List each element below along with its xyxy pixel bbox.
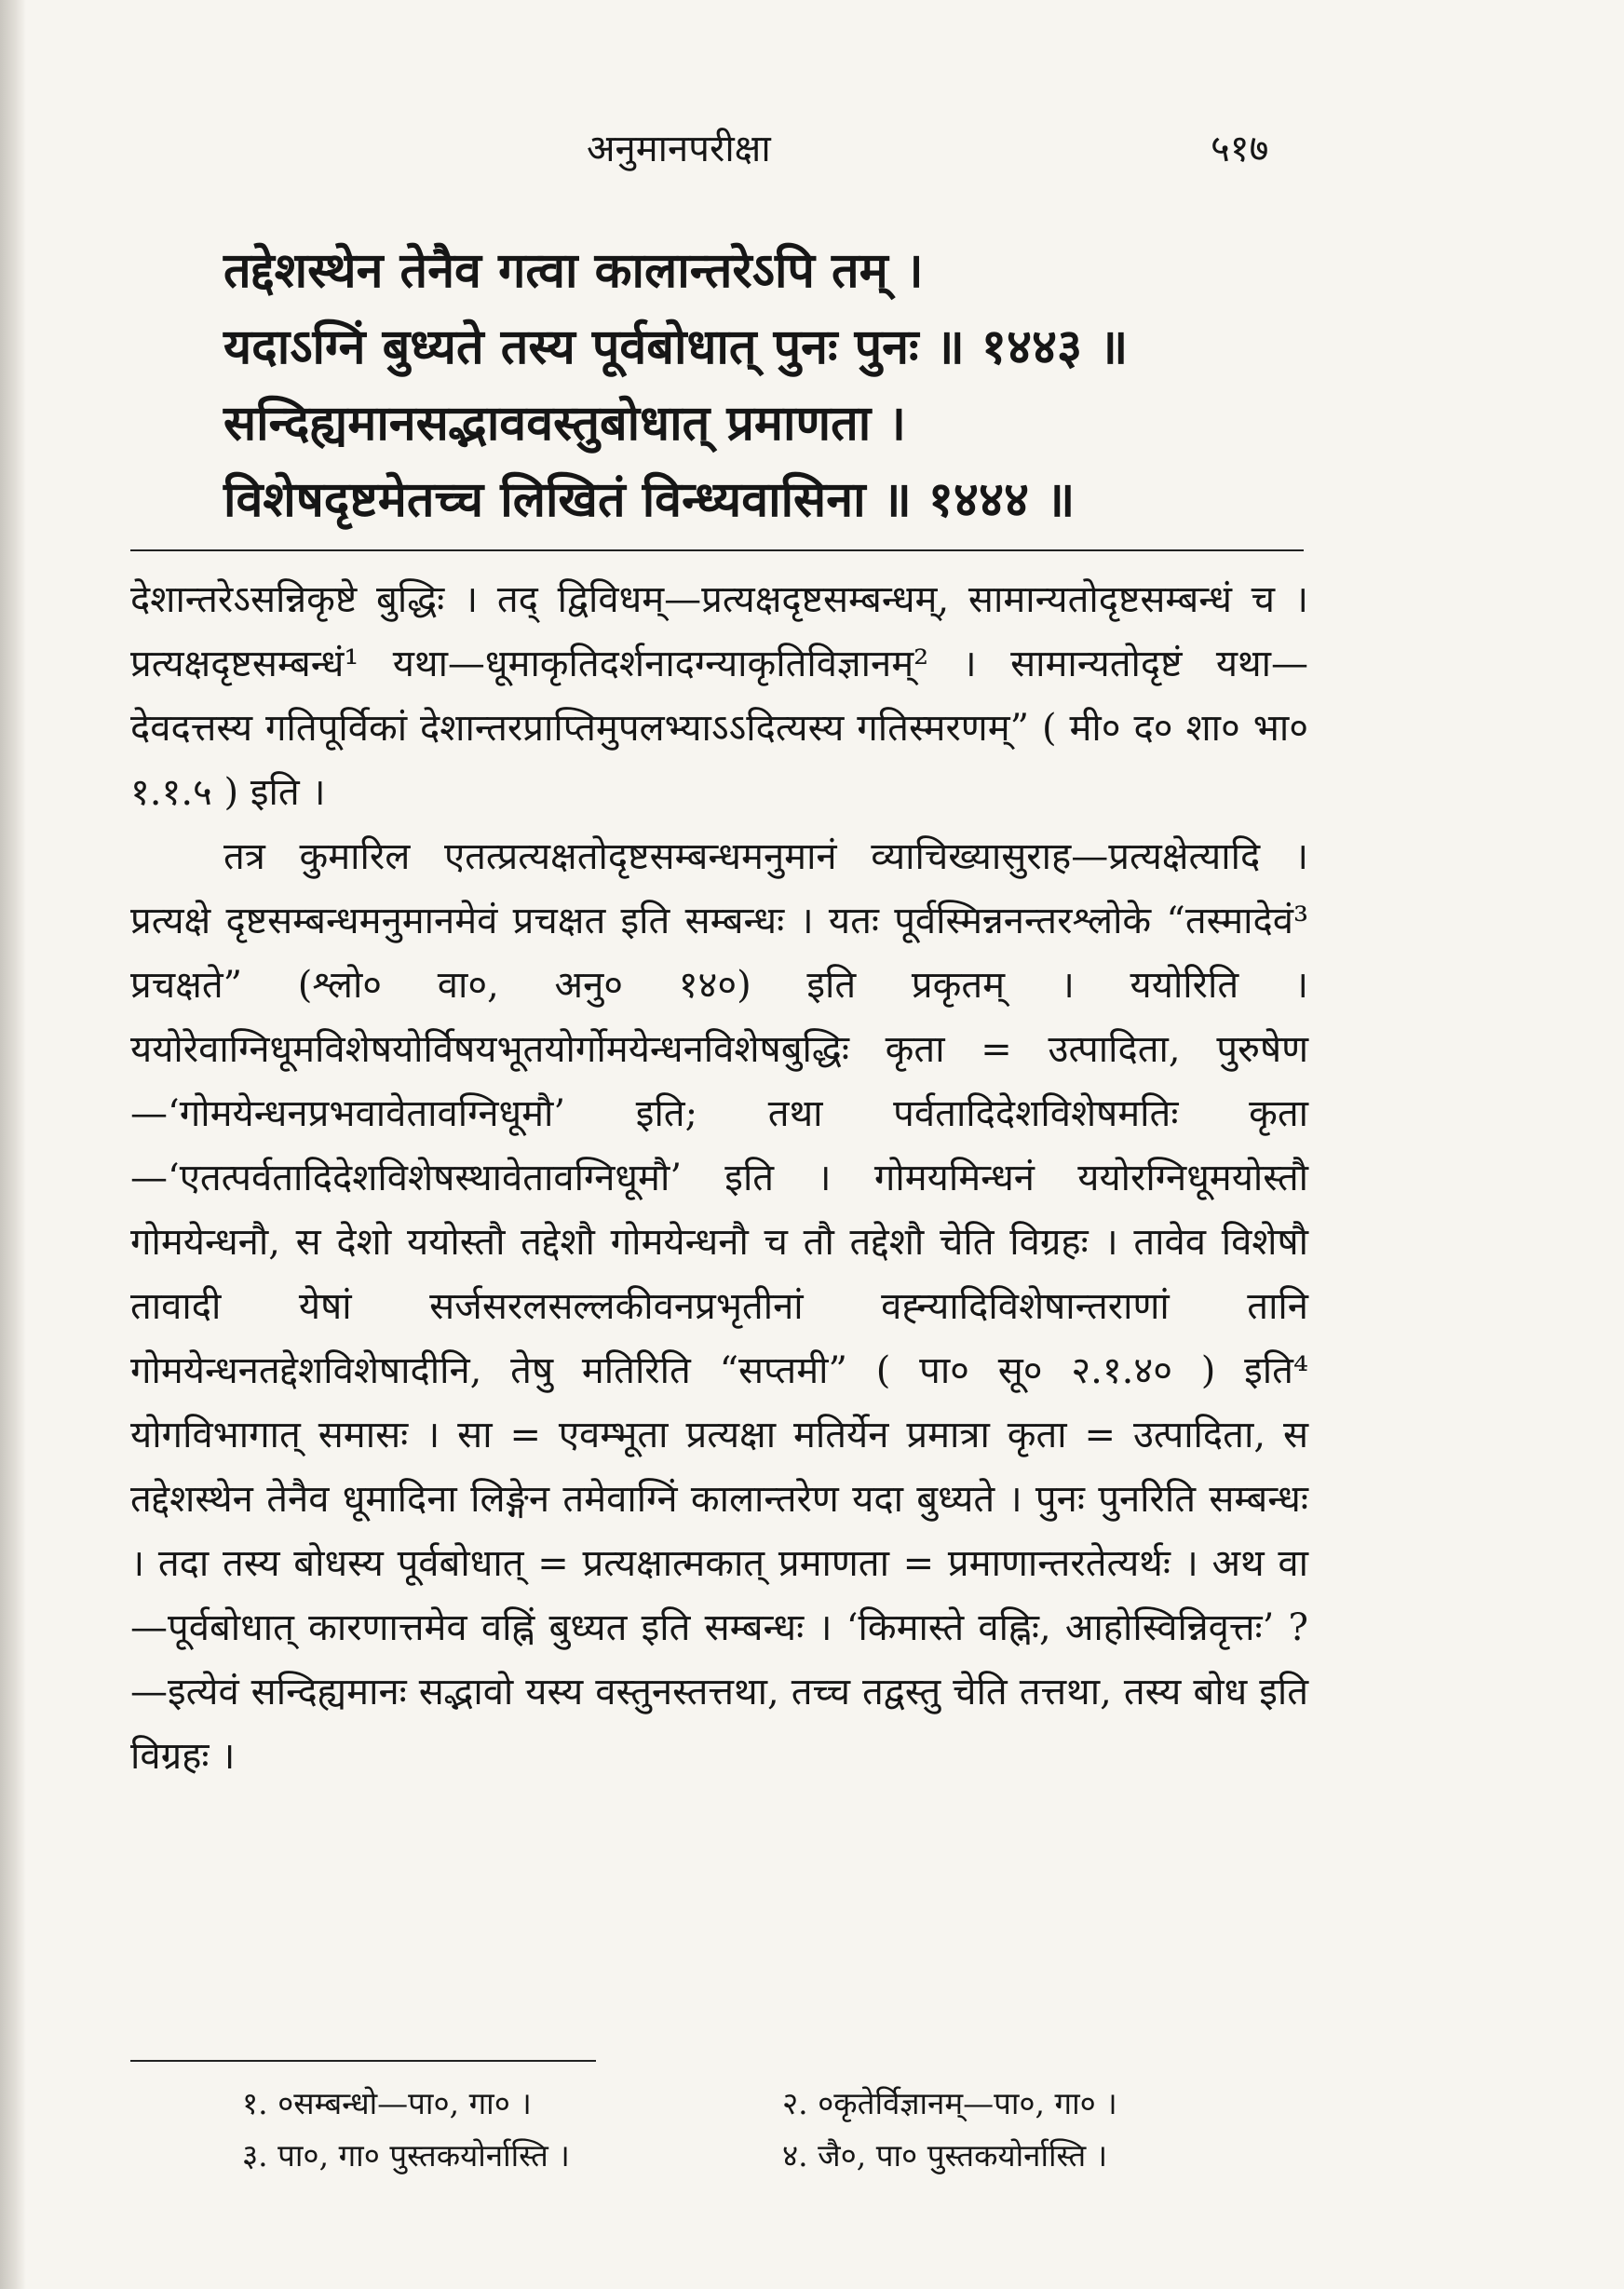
verse-line: विशेषदृष्टमेतच्च लिखितं विन्ध्यवासिना ॥ १४४४ ॥ — [223, 471, 1076, 528]
page-number: ५१७ — [1211, 128, 1269, 170]
running-title: अनुमानपरीक्षा — [587, 128, 771, 170]
footnote-2: २. ०कृतेर्विज्ञानम्—पा०, गा० । — [782, 2085, 1117, 2121]
footnote-row — [130, 2081, 1322, 2133]
footnotes — [130, 2081, 1322, 2186]
footnote-rule — [130, 2060, 596, 2062]
running-head — [130, 121, 1322, 177]
footnote-1: १. ०सम्बन्धो—पा०, गा० । — [242, 2085, 532, 2121]
verse-line: यदाऽग्निं बुध्यते तस्य पूर्वबोधात् पुनः पुनः ॥ १४४३ ॥ — [223, 318, 1129, 375]
verse-line: तद्देशस्थेन तेनैव गत्वा कालान्तरेऽपि तम् । — [223, 242, 924, 299]
commentary-paragraph: तत्र कुमारिल एतत्प्रत्यक्षतोदृष्टसम्बन्धमनुमानं व्याचिख्यासुराह—प्रत्यक्षेत्यादि । प्रत्यक्षे दृष्टसम्बन्धमनुमानमेवं प्रचक्षत इति सम्बन्धः । यतः पूर्वस्मिन्ननन्तरश्लोके “तस्मादेवं³ प्रचक्षते” (श्लो० वा०, अनु० १४०) इति प्रकृतम् । ययोरिति । ययोरेवाग्निधूमविशेषयोर्विषयभूतयोर्गोमयेन्धनविशेषबुद्धिः कृता = उत्पादिता, पुरुषेण—‘गोमयेन्धनप्रभवावेतावग्निधूमौ’ इति; तथा पर्वतादिदेशविशेषमतिः कृता—‘एतत्पर्वतादिदेशविशेषस्थावेतावग्निधूमौ’ इति । गोमयमिन्धनं ययोरग्निधूमयोस्तौ गोमयेन्धनौ, स देशो ययोस्तौ तद्देशौ गोमयेन्धनौ च तौ तद्देशौ चेति विग्रहः । तावेव विशेषौ तावादी येषां सर्जसरलसल्लकीवनप्रभृतीनां वह्न्यादिविशेषान्तराणां तानि गोमयेन्धनतद्देशविशेषादीनि, तेषु मतिरिति “सप्तमी” ( पा० सू० २.१.४० ) इति⁴ योगविभागात् समासः । सा = एवम्भूता प्रत्यक्षा मतिर्येन प्रमात्रा कृता = उत्पादिता, स तद्देशस्थेन तेनैव धूमादिना लिङ्गेन तमेवाग्निं कालान्तरेण यदा बुध्यते । पुनः पुनरिति सम्बन्धः । तदा तस्य बोधस्य पूर्वबोधात् = प्रत्यक्षात्मकात् प्रमाणता = प्रमाणान्तरतेत्यर्थः । अथ वा—पूर्वबोधात् कारणात्तमेव वह्निं बुध्यत इति सम्बन्धः । ‘किमास्ते वह्निः, आहोस्विन्निवृत्तः’ ? —इत्येवं सन्दिह्यमानः सद्भावो यस्य वस्तुनस्तत्तथा, तच्च तद्वस्तु चेति तत्तथा, तस्य बोध इति विग्रहः । — [130, 835, 1308, 1778]
commentary-paragraph: देशान्तरेऽसन्निकृष्टे बुद्धिः । तद् द्विविधम्—प्रत्यक्षदृष्टसम्बन्धम्, सामान्यतोदृष्टसम्बन्धं च । प्रत्यक्षदृष्टसम्बन्धं¹ यथा—धूमाकृतिदर्शनादग्न्याकृतिविज्ञानम्² । सामान्यतोदृष्टं यथा—देवदत्तस्य गतिपूर्विकां देशान्तरप्राप्तिमुपलभ्याऽऽदित्यस्य गतिस्मरणम्” ( मी० द० शा० भा० १.१.५ ) इति । — [130, 578, 1308, 814]
book-page — [130, 0, 1322, 2289]
verse-block — [223, 233, 1322, 538]
scan-edge-shadow — [0, 0, 26, 2289]
footnote-row — [130, 2133, 1322, 2186]
footnote-4: ४. जै०, पा० पुस्तकयोर्नास्ति । — [782, 2137, 1108, 2174]
footnote-3: ३. पा०, गा० पुस्तकयोर्नास्ति । — [242, 2137, 570, 2174]
verse-divider-rule — [130, 549, 1304, 551]
verse-line: सन्दिह्यमानसद्भाववस्तुबोधात् प्रमाणता । — [223, 395, 907, 452]
commentary-text — [130, 568, 1308, 1789]
